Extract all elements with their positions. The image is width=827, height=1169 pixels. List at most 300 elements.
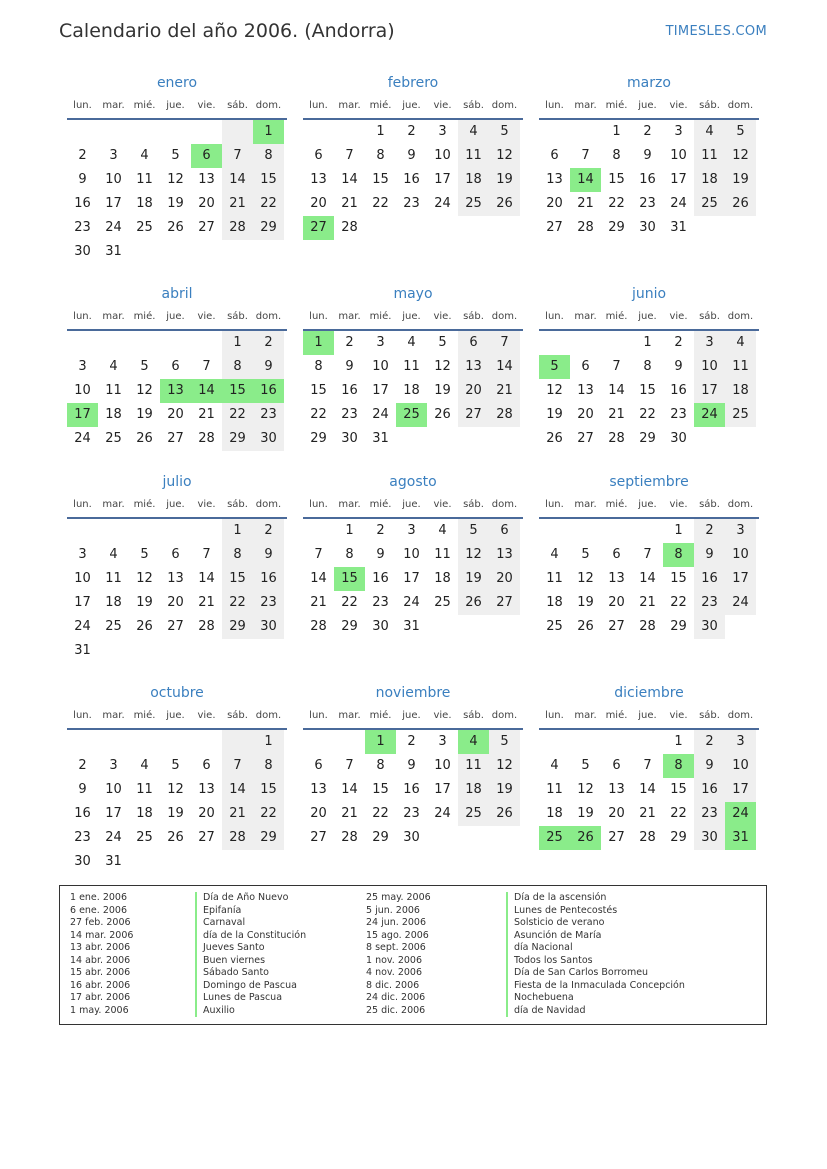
week-row [303,591,523,615]
empty-cell [191,850,222,874]
day-cell: 25 [725,403,756,427]
weekday-label: lun. [73,499,92,510]
holiday-name: día de la Constitución [195,930,306,943]
day-cell: 15 [222,567,253,591]
holiday-name: Epifanía [195,905,306,918]
week-row [303,754,523,778]
empty-cell [570,519,601,543]
weekday-header [539,497,759,519]
day-cell: 19 [136,407,153,422]
weekday-label: jue. [166,710,185,721]
month-diciembre [539,682,759,850]
empty-cell [191,730,222,754]
day-cell: 21 [198,595,215,610]
weekday-label: mar. [338,311,361,322]
week-row [539,192,759,216]
day-cell: 28 [341,220,358,235]
day-cell: 9 [376,547,385,562]
week-row [539,379,759,403]
day-cell: 2 [694,519,725,543]
day-cell: 3 [78,547,87,562]
week-row [303,331,523,355]
empty-cell [489,216,520,240]
empty-cell [489,826,520,850]
holiday-date: 5 jun. 2006 [366,904,420,916]
week-row [303,567,523,591]
day-cell: 29 [670,619,687,634]
empty-cell [427,826,458,850]
day-cell: 13 [577,383,594,398]
empty-cell [160,730,191,754]
holiday-name: Buen viernes [195,955,306,968]
empty-cell [98,730,129,754]
day-cell: 15 [372,782,389,797]
day-cell: 30 [694,826,725,850]
week-row [67,331,287,355]
day-cell: 5 [489,120,520,144]
weekday-label: jue. [166,311,185,322]
day-cell: 28 [608,431,625,446]
holiday-name: día de Navidad [506,1005,685,1018]
day-cell: 12 [458,543,489,567]
weekday-label: mar. [574,499,597,510]
day-cell: 7 [222,754,253,778]
day-cell: 24 [372,407,389,422]
week-row [67,192,287,216]
empty-cell [489,427,520,451]
day-cell: 6 [171,547,180,562]
empty-cell [160,120,191,144]
day-cell: 21 [310,595,327,610]
day-cell: 16 [74,806,91,821]
day-cell: 28 [310,619,327,634]
day-cell: 22 [341,595,358,610]
day-cell: 27 [489,591,520,615]
weekday-header [303,309,523,331]
day-cell: 4 [458,730,489,754]
weekday-header [67,708,287,730]
day-cell: 11 [458,144,489,168]
month-name: marzo [627,75,671,91]
day-cell: 10 [74,571,91,586]
weekday-label: vie. [197,100,216,111]
week-row [303,543,523,567]
day-cell: 22 [670,595,687,610]
day-cell: 15 [310,383,327,398]
week-row [539,144,759,168]
day-cell: 30 [253,427,284,451]
day-cell: 3 [109,758,118,773]
month-junio [539,283,759,451]
week-row [67,519,287,543]
month-noviembre [303,682,523,850]
day-cell: 7 [643,758,652,773]
holiday-date: 24 jun. 2006 [366,917,427,928]
day-cell: 24 [694,403,725,427]
day-cell: 13 [489,543,520,567]
day-cell: 15 [334,567,365,591]
weekday-label: dom. [491,499,518,510]
day-cell: 11 [403,359,420,374]
holiday-name: Carnaval [195,917,306,930]
week-row [303,802,523,826]
day-cell: 4 [140,758,149,773]
weekday-label: vie. [197,499,216,510]
day-cell: 27 [608,830,625,845]
day-cell: 14 [191,379,222,403]
day-cell: 19 [489,778,520,802]
week-row [539,778,759,802]
weekday-label: vie. [669,710,688,721]
weekday-label: jue. [638,100,657,111]
weekday-label: sáb. [227,499,248,510]
day-cell: 25 [105,619,122,634]
day-cell: 27 [577,431,594,446]
week-row [539,615,759,639]
weekday-label: lun. [73,100,92,111]
day-cell: 16 [253,567,284,591]
day-cell: 17 [403,571,420,586]
month-name: enero [156,75,198,91]
day-cell: 3 [376,335,385,350]
day-cell: 20 [310,196,327,211]
empty-cell [98,639,129,663]
weekday-label: jue. [402,499,421,510]
week-row [539,567,759,591]
day-cell: 24 [403,595,420,610]
empty-cell [222,730,253,754]
day-cell: 29 [639,431,656,446]
day-cell: 18 [725,379,756,403]
day-cell: 31 [105,244,122,259]
day-cell: 12 [434,359,451,374]
day-cell: 12 [167,782,184,797]
day-cell: 9 [694,754,725,778]
holiday-date: 6 ene. 2006 [70,904,127,916]
day-cell: 15 [608,172,625,187]
empty-cell [458,427,489,451]
day-cell: 7 [202,359,211,374]
empty-cell [222,240,253,264]
day-cell: 6 [489,519,520,543]
weekday-header [303,497,523,519]
week-row [303,427,523,451]
day-cell: 10 [725,543,756,567]
weekday-label: lun. [545,311,564,322]
day-cell: 10 [105,782,122,797]
day-cell: 19 [434,383,451,398]
day-cell: 16 [403,782,420,797]
empty-cell [303,519,334,543]
week-row [303,379,523,403]
day-cell: 6 [314,148,323,163]
day-cell: 27 [303,216,334,240]
day-cell: 24 [670,196,687,211]
day-cell: 11 [546,571,563,586]
empty-cell [303,120,334,144]
day-cell: 30 [74,854,91,869]
day-cell: 30 [670,431,687,446]
day-cell: 8 [222,355,253,379]
day-cell: 8 [345,547,354,562]
day-cell: 31 [105,854,122,869]
day-cell: 14 [222,168,253,192]
day-cell: 18 [546,595,563,610]
month-julio [67,471,287,663]
weekday-label: jue. [166,100,185,111]
empty-cell [365,216,396,240]
day-cell: 5 [725,120,756,144]
holiday-date: 8 dic. 2006 [366,979,420,991]
day-cell: 7 [222,144,253,168]
weekday-label: lun. [309,100,328,111]
day-cell: 25 [396,403,427,427]
day-cell: 3 [725,730,756,754]
day-cell: 23 [372,595,389,610]
empty-cell [129,120,160,144]
week-row [539,355,759,379]
day-cell: 13 [310,782,327,797]
weekday-label: mié. [605,100,628,111]
day-cell: 30 [639,220,656,235]
month-name: septiembre [609,474,689,490]
day-cell: 28 [489,403,520,427]
holiday-date: 4 nov. 2006 [366,967,422,978]
month-name: octubre [150,685,204,701]
day-cell: 6 [612,758,621,773]
month-enero [67,72,287,264]
day-cell: 2 [407,124,416,139]
weekday-label: dom. [727,499,754,510]
week-row [539,519,759,543]
holiday-name: Lunes de Pentecostés [506,905,685,918]
day-cell: 16 [74,196,91,211]
day-cell: 8 [376,148,385,163]
holiday-date: 14 abr. 2006 [70,954,131,966]
day-cell: 19 [577,595,594,610]
holiday-name-column [506,892,685,1017]
day-cell: 26 [725,192,756,216]
day-cell: 20 [198,196,215,211]
holiday-date-column [70,892,133,1017]
weekday-label: vie. [197,710,216,721]
weekday-label: vie. [433,311,452,322]
day-cell: 13 [546,172,563,187]
weekday-header [539,98,759,120]
day-cell: 1 [345,523,354,538]
day-cell: 29 [608,220,625,235]
empty-cell [694,427,725,451]
empty-cell [98,331,129,355]
day-cell: 6 [550,148,559,163]
day-cell: 20 [167,407,184,422]
day-cell: 28 [577,220,594,235]
day-cell: 16 [670,383,687,398]
day-cell: 22 [372,196,389,211]
weekday-label: sáb. [699,311,720,322]
holiday-date: 14 mar. 2006 [70,929,134,941]
day-cell: 8 [222,543,253,567]
weekday-label: dom. [727,100,754,111]
day-cell: 1 [674,734,683,749]
day-cell: 17 [725,567,756,591]
weekday-label: mié. [369,311,392,322]
day-cell: 23 [403,806,420,821]
day-cell: 29 [310,431,327,446]
weekday-label: sáb. [463,311,484,322]
day-cell: 20 [546,196,563,211]
day-cell: 12 [489,754,520,778]
day-cell: 22 [253,192,284,216]
day-cell: 7 [581,148,590,163]
day-cell: 30 [694,615,725,639]
day-cell: 16 [253,379,284,403]
week-row [539,403,759,427]
day-cell: 22 [608,196,625,211]
day-cell: 17 [434,782,451,797]
holiday-name: día Nacional [506,942,685,955]
day-cell: 27 [310,830,327,845]
day-cell: 17 [74,595,91,610]
holiday-date: 1 may. 2006 [70,1004,129,1016]
holiday-name: Sábado Santo [195,967,306,980]
brand-link[interactable]: TIMESLES.COM [665,24,767,39]
day-cell: 2 [674,335,683,350]
day-cell: 29 [222,615,253,639]
month-febrero [303,72,523,240]
day-cell: 27 [198,220,215,235]
holiday-date-column [366,892,431,1017]
day-cell: 24 [105,830,122,845]
day-cell: 5 [140,547,149,562]
empty-cell [539,120,570,144]
day-cell: 24 [434,196,451,211]
day-cell: 13 [310,172,327,187]
day-cell: 21 [198,407,215,422]
day-cell: 11 [694,144,725,168]
day-cell: 2 [78,758,87,773]
day-cell: 19 [167,806,184,821]
month-marzo [539,72,759,240]
day-cell: 4 [694,120,725,144]
weekday-header [67,497,287,519]
weekday-label: dom. [255,311,282,322]
day-cell: 26 [434,407,451,422]
day-cell: 20 [577,407,594,422]
week-row [539,754,759,778]
day-cell: 18 [546,806,563,821]
week-row [539,331,759,355]
empty-cell [253,240,284,264]
day-cell: 13 [167,571,184,586]
weekday-label: sáb. [699,100,720,111]
day-cell: 14 [639,571,656,586]
week-row [303,216,523,240]
weekday-label: sáb. [699,710,720,721]
day-cell: 29 [253,826,284,850]
day-cell: 25 [546,619,563,634]
weekday-label: mié. [133,311,156,322]
day-cell: 5 [581,547,590,562]
month-agosto [303,471,523,639]
day-cell: 18 [458,778,489,802]
day-cell: 1 [643,335,652,350]
day-cell: 3 [438,734,447,749]
day-cell: 12 [577,571,594,586]
day-cell: 10 [434,758,451,773]
day-cell: 3 [109,148,118,163]
weekday-label: vie. [669,311,688,322]
empty-cell [489,615,520,639]
week-row [67,144,287,168]
day-cell: 12 [725,144,756,168]
weekday-label: mar. [102,710,125,721]
day-cell: 21 [222,802,253,826]
week-row [303,615,523,639]
day-cell: 8 [314,359,323,374]
day-cell: 21 [577,196,594,211]
month-name: diciembre [614,685,684,701]
day-cell: 16 [403,172,420,187]
empty-cell [725,427,756,451]
day-cell: 21 [608,407,625,422]
day-cell: 5 [489,730,520,754]
week-row [67,379,287,403]
empty-cell [539,331,570,355]
day-cell: 7 [345,758,354,773]
day-cell: 11 [458,754,489,778]
holiday-date: 17 abr. 2006 [70,992,131,1003]
empty-cell [129,730,160,754]
day-cell: 29 [341,619,358,634]
day-cell: 8 [253,754,284,778]
weekday-label: lun. [309,311,328,322]
empty-cell [160,240,191,264]
day-cell: 23 [403,196,420,211]
day-cell: 8 [663,754,694,778]
empty-cell [458,615,489,639]
day-cell: 14 [198,571,215,586]
weekday-label: mié. [369,100,392,111]
holiday-date: 1 nov. 2006 [366,954,422,966]
day-cell: 28 [222,216,253,240]
day-cell: 9 [407,148,416,163]
empty-cell [129,519,160,543]
holiday-name: Día de San Carlos Borromeu [506,967,685,980]
day-cell: 4 [140,148,149,163]
day-cell: 14 [570,168,601,192]
day-cell: 14 [489,355,520,379]
day-cell: 9 [407,758,416,773]
holiday-name-column [195,892,306,1017]
day-cell: 18 [105,595,122,610]
empty-cell [160,639,191,663]
week-row [67,543,287,567]
day-cell: 26 [167,220,184,235]
day-cell: 14 [341,782,358,797]
week-row [67,802,287,826]
week-row [303,144,523,168]
day-cell: 20 [458,379,489,403]
day-cell: 30 [341,431,358,446]
day-cell: 17 [725,778,756,802]
day-cell: 18 [694,168,725,192]
day-cell: 11 [136,172,153,187]
day-cell: 23 [694,802,725,826]
day-cell: 22 [222,403,253,427]
day-cell: 24 [105,220,122,235]
empty-cell [160,850,191,874]
